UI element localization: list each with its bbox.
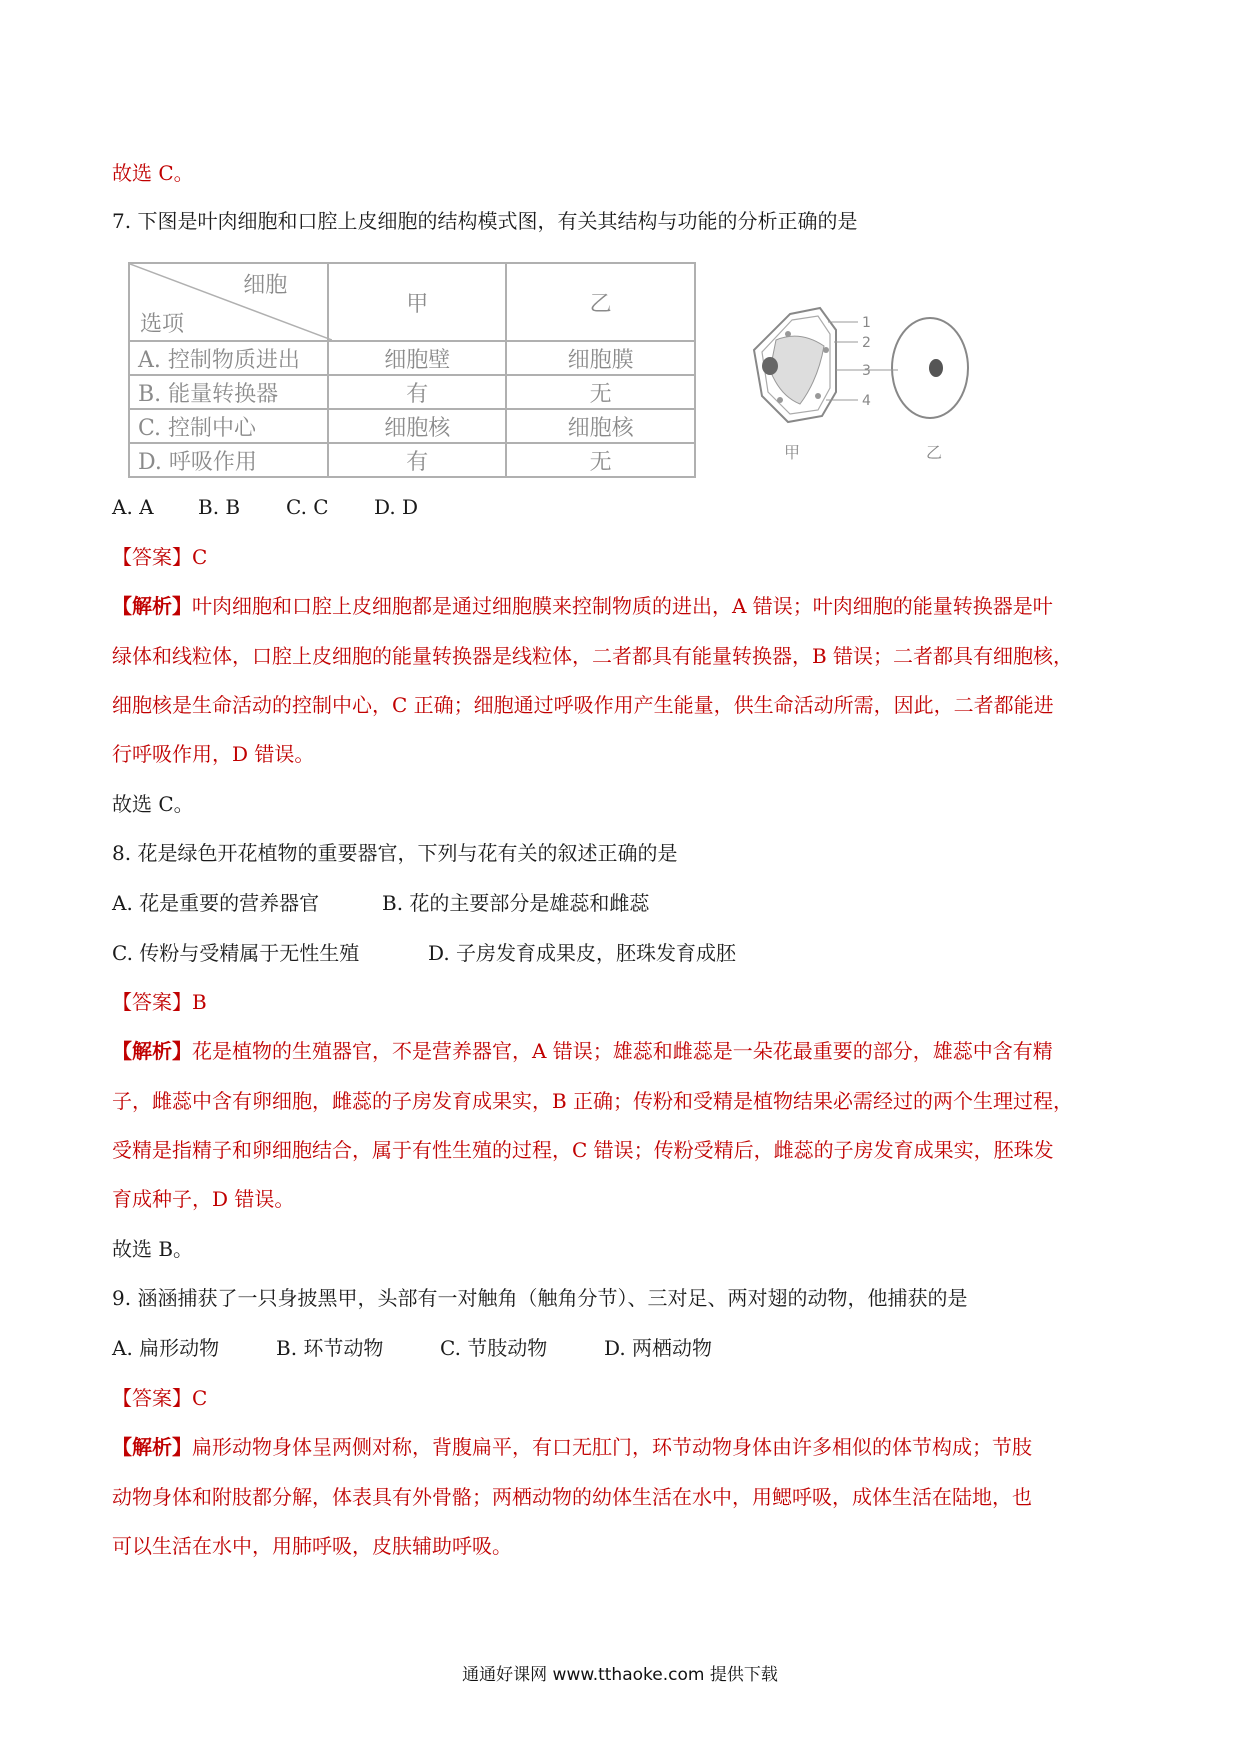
q9-stem: 9. 涵涵捕获了一只身披黑甲，头部有一对触角（触角分节）、三对足、两对翅的动物，他捕获的是 [112,1286,968,1310]
row-value-a: 细胞核 [328,409,506,443]
table-row [129,341,695,375]
table-corner-cell [129,263,328,341]
q7-analysis-line: 细胞核是生命活动的控制中心，C 正确；细胞通过呼吸作用产生能量，供生命活动所需，因此，二者都能进 [112,693,1054,717]
label-1: 1 [862,315,871,331]
caption-plant-cell: 甲 [784,443,801,462]
row-value-b: 无 [506,443,695,477]
q8-options-row2 [112,938,736,968]
q8-analysis-line: 受精是指精子和卵细胞结合，属于有性生殖的过程，C 错误；传粉受精后，雌蕊的子房发育成果实，胚珠发 [112,1138,1054,1162]
option-a: A. 花是重要的营养器官 [112,891,320,915]
option-a: A. A [112,495,154,519]
option-b: B. 花的主要部分是雄蕊和雌蕊 [382,891,650,915]
row-item: B. 能量转换器 [129,375,328,409]
q9-answer: 【答案】C [112,1386,208,1410]
col-header-b: 乙 [506,263,695,341]
option-d: D. 两栖动物 [604,1336,713,1360]
label-2: 2 [862,335,871,351]
corner-bottom-label: 选项 [140,312,185,337]
q9-analysis-line: 【解析】扁形动物身体呈两侧对称，背腹扁平，有口无肛门，环节动物身体由许多相似的体节构成；节肢 [112,1435,1032,1459]
table-row [129,443,695,477]
page-footer: 通通好课网 www.tthaoke.com 提供下载 [462,1665,778,1685]
q9-analysis-line: 动物身体和附肢都分解，体表具有外骨骼；两栖动物的幼体生活在水中，用鳃呼吸，成体生活在陆地，也 [112,1485,1032,1509]
option-c: C. 节肢动物 [440,1336,548,1360]
analysis-tag: 【解析】 [112,1039,192,1063]
row-value-a: 细胞壁 [328,341,506,375]
q7-cell-diagram [740,300,980,475]
row-value-a: 有 [328,375,506,409]
q8-analysis-line: 育成种子，D 错误。 [112,1187,295,1211]
option-a: A. 扁形动物 [112,1336,220,1360]
corner-top-label: 细胞 [243,273,288,298]
table-row [129,409,695,443]
q7-analysis-line: 【解析】叶肉细胞和口腔上皮细胞都是通过细胞膜来控制物质的进出，A 错误；叶肉细胞的能量转换器是叶 [112,594,1053,618]
q8-conclusion: 故选 B。 [112,1237,194,1261]
plant-cell-icon [754,308,836,422]
q9-options [112,1333,712,1363]
option-b: B. 环节动物 [276,1336,384,1360]
row-item: D. 呼吸作用 [129,443,328,477]
analysis-tag: 【解析】 [112,594,192,618]
q7-options [112,492,418,522]
caption-animal-cell: 乙 [926,443,943,462]
option-d: D. 子房发育成果皮，胚珠发育成胚 [428,941,737,965]
q7-comparison-table [128,262,696,478]
q9-analysis-line: 可以生活在水中，用肺呼吸，皮肤辅助呼吸。 [112,1534,512,1558]
label-4: 4 [862,393,871,409]
q8-analysis-line: 子，雌蕊中含有卵细胞，雌蕊的子房发育成果实，B 正确；传粉和受精是植物结果必需经过的两个生理过程， [112,1089,1074,1113]
row-value-a: 有 [328,443,506,477]
q7-analysis-line: 行呼吸作用，D 错误。 [112,742,315,766]
row-value-b: 无 [506,375,695,409]
option-c: C. C [286,495,329,519]
q8-answer: 【答案】B [112,990,207,1014]
q7-answer: 【答案】C [112,545,208,569]
table-row [129,375,695,409]
q7-conclusion: 故选 C。 [112,792,194,816]
row-value-b: 细胞膜 [506,341,695,375]
option-b: B. B [198,495,241,519]
animal-cell-icon [892,318,968,418]
option-c: C. 传粉与受精属于无性生殖 [112,941,360,965]
q8-analysis-line: 【解析】花是植物的生殖器官，不是营养器官，A 错误；雄蕊和雌蕊是一朵花最重要的部分，雄蕊中含有精 [112,1039,1053,1063]
q6-conclusion: 故选 C。 [112,161,194,185]
q8-stem: 8. 花是绿色开花植物的重要器官，下列与花有关的叙述正确的是 [112,841,678,865]
option-d: D. D [374,495,419,519]
analysis-tag: 【解析】 [112,1435,192,1459]
label-3: 3 [862,363,871,379]
row-value-b: 细胞核 [506,409,695,443]
row-item: C. 控制中心 [129,409,328,443]
q7-analysis-line: 绿体和线粒体，口腔上皮细胞的能量转换器是线粒体，二者都具有能量转换器，B 错误；二者都具有细胞核， [112,644,1074,668]
q8-options-row1 [112,888,649,918]
col-header-a: 甲 [328,263,506,341]
row-item: A. 控制物质进出 [129,341,328,375]
q7-stem: 7. 下图是叶肉细胞和口腔上皮细胞的结构模式图，有关其结构与功能的分析正确的是 [112,209,858,233]
